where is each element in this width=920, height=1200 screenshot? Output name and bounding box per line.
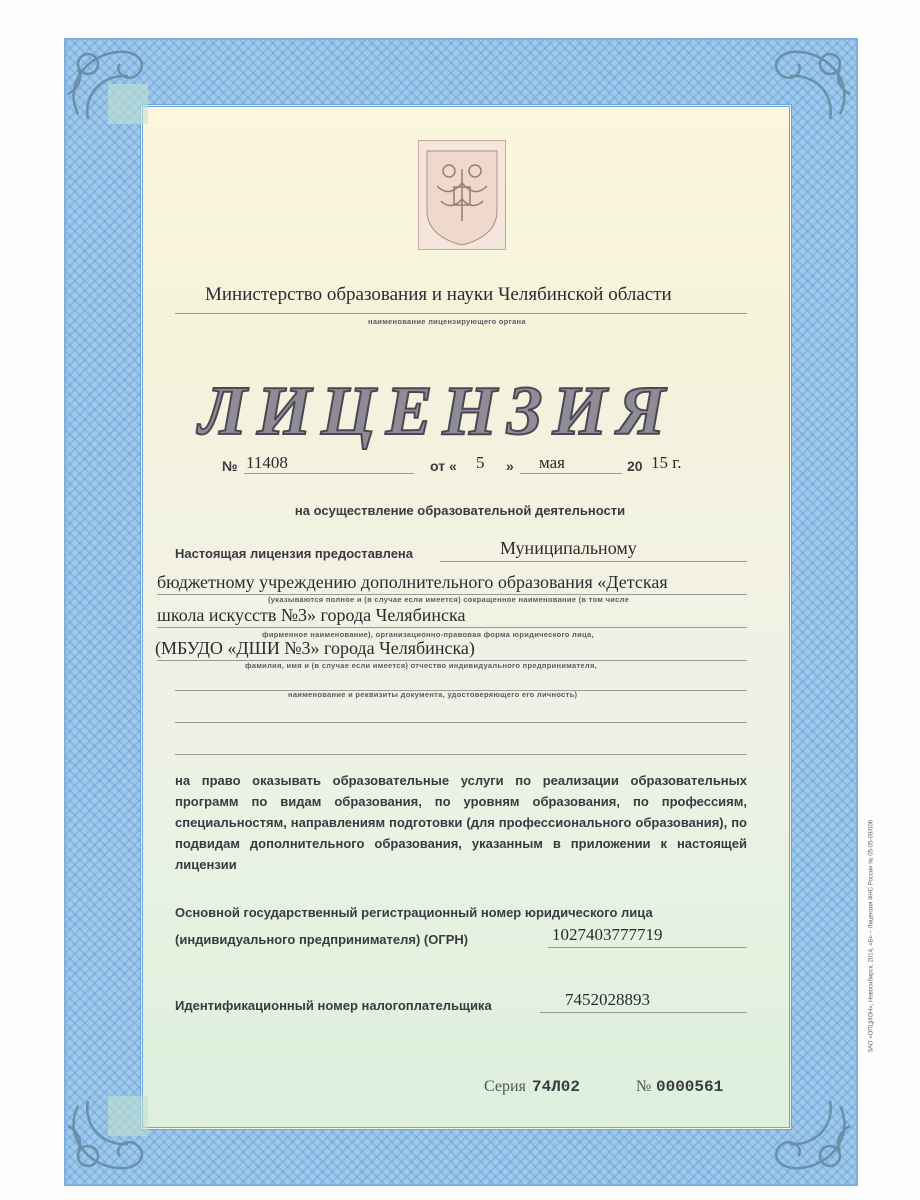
divider [157, 627, 747, 628]
corner-ornament-icon [58, 34, 158, 134]
corner-ornament-icon [760, 1086, 860, 1186]
date-year: 15 г. [651, 453, 682, 472]
date-day: 5 [476, 453, 485, 472]
blank-number-label: № [636, 1078, 652, 1095]
licensee-line-4: (МБУДО «ДШИ №3» города Челябинска) [155, 638, 475, 658]
ogrn-label-2: (индивидуального предпринимателя) (ОГРН) [175, 932, 469, 947]
field-caption: (указываются полное и (в случае если имеется) сокращенное наименование (в том числе [268, 595, 630, 604]
divider [175, 313, 747, 314]
license-number: 11408 [246, 453, 288, 472]
date-day-close: » [506, 458, 514, 474]
divider [520, 473, 622, 474]
granted-to-label: Настоящая лицензия предоставлена [175, 546, 414, 561]
divider [548, 947, 747, 948]
inn-value: 7452028893 [565, 990, 650, 1009]
ogrn-label-1: Основной государственный регистрационный номер юридического лица [175, 905, 653, 920]
corner-ornament-icon [760, 34, 860, 134]
divider [175, 722, 747, 723]
divider [175, 754, 747, 755]
activity-text: на осуществление образовательной деятельности [294, 503, 626, 518]
inn-label: Идентификационный номер налогоплательщика [175, 998, 492, 1013]
issuing-body-caption: наименование лицензирующего органа [368, 317, 526, 326]
date-prefix: от « [430, 458, 457, 474]
divider [440, 561, 747, 562]
page-title: ЛИЦЕНЗИЯ [198, 373, 676, 450]
number-label: № [222, 458, 238, 474]
coat-of-arms-icon [418, 140, 506, 250]
series-label: Серия [484, 1078, 526, 1095]
divider [244, 473, 414, 474]
licensee-line-2: бюджетному учреждению дополнительного образования «Детская [157, 572, 668, 592]
date-month: мая [539, 453, 566, 472]
printer-note: ЗАО «ОПЦИОН», Новосибирск, 2014, «Б» – Лицензия ФНС России № 05-05-09/006 [869, 820, 875, 1053]
field-caption: наименование и реквизиты документа, удостоверяющего его личность) [288, 690, 578, 699]
series-value: 74Л02 [532, 1078, 581, 1096]
field-caption: фамилия, имя и (в случае если имеется) отчество индивидуального предпринимателя, [245, 661, 598, 670]
ogrn-value: 1027403777719 [552, 925, 663, 944]
blank-number: 0000561 [656, 1078, 724, 1096]
licensee-line-1: Муниципальному [500, 538, 637, 558]
issuing-body: Министерство образования и науки Челябинской области [205, 284, 672, 305]
field-caption: фирменное наименование), организационно-правовая форма юридического лица, [262, 630, 594, 639]
licensee-line-3: школа искусств №3» города Челябинска [157, 605, 466, 625]
divider [540, 1012, 747, 1013]
rights-text: на право оказывать образовательные услуги по реализации образовательных программ по видам образования, по уровням образования, по профессиям, специальностям, направлениям подготовки (для профессионального образования), по подвидам дополнительного образования, указанным в приложении к настоящей лицензии [175, 773, 747, 872]
corner-ornament-icon [58, 1086, 158, 1186]
year-prefix: 20 [627, 458, 643, 474]
